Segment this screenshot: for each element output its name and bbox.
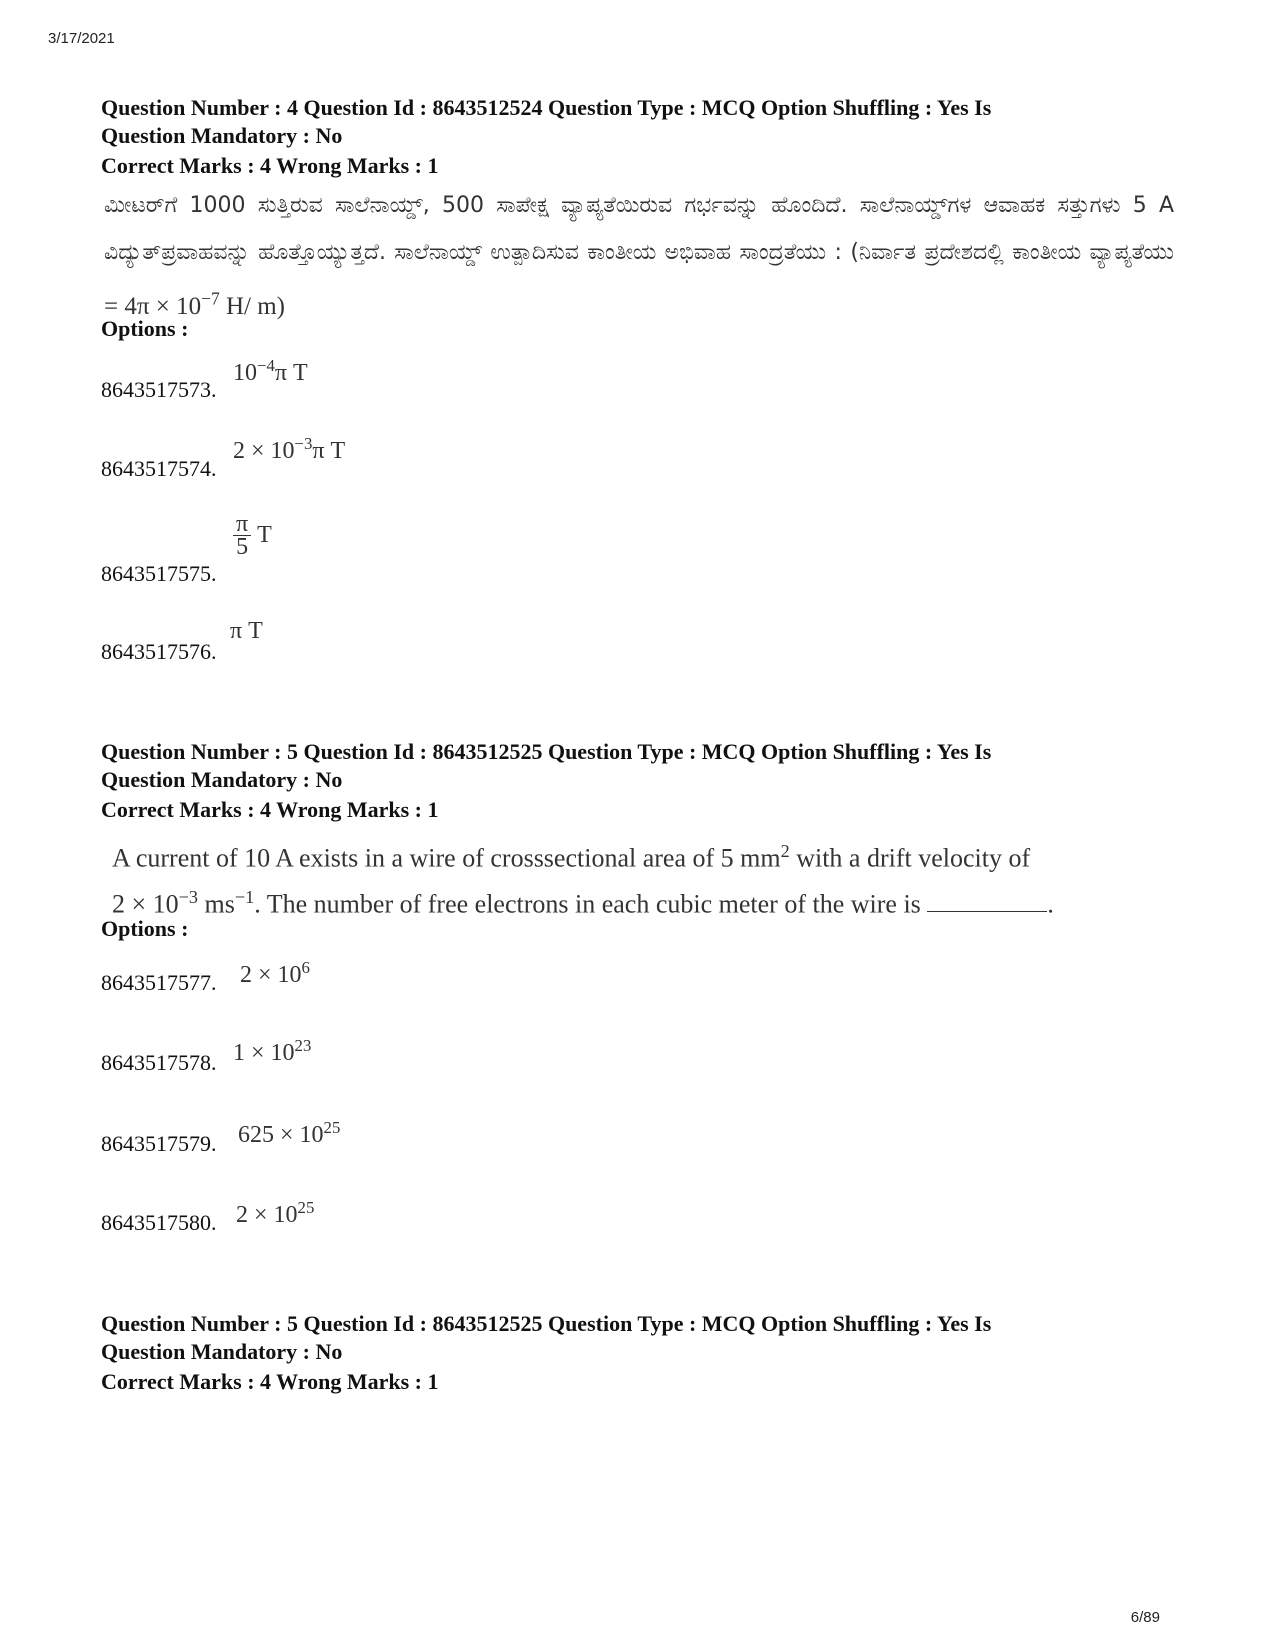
- print-date: 3/17/2021: [48, 30, 115, 47]
- question-5-option-3-id: 8643517579.: [101, 1131, 217, 1156]
- question-5-option-1-value: $2 \times 10^6$: [240, 958, 310, 988]
- question-4-option-2-value: $2 \times 10^{-3}\pi$ T: [233, 434, 346, 464]
- question-5-option-3-value: $625 \times 10^{25}$: [238, 1118, 341, 1148]
- page-number: 6/89: [1130, 1609, 1160, 1626]
- question-5-option-1-id: 8643517577.: [101, 970, 217, 995]
- question-4-option-3-value: $\frac{\pi}{5}$ T: [233, 513, 272, 558]
- question-5-text-line1: A current of 10 A exists in a wire of crosssectional area of 5 $mm^2$ with a drift velocity of: [112, 841, 1031, 873]
- question-4-option-4-value: π T: [230, 618, 263, 644]
- question-5-option-4-value: $2 \times 10^{25}$: [236, 1198, 315, 1228]
- question-5-repeat-marks: Correct Marks : 4 Wrong Marks : 1: [101, 1369, 439, 1394]
- question-4-option-1-value: $10^{-4}\pi$ T: [233, 356, 308, 386]
- question-5-marks: Correct Marks : 4 Wrong Marks : 1: [101, 797, 439, 822]
- question-5-option-2-id: 8643517578.: [101, 1050, 217, 1075]
- question-4-option-1-id: 8643517573.: [101, 377, 217, 402]
- question-4-text-kannada: ಮೀಟರ್‌ಗೆ 1000 ಸುತ್ತಿರುವ ಸಾಲೆನಾಯ್ಡ್, 500 ಸಾಪೇಕ್ಷ ವ್ಯಾಪ್ಯತೆಯಿರುವ ಗರ್ಭವನ್ನು ಹೊಂದಿದೆ. ಸಾಲೆನಾಯ್ಡ್‌ಗಳ ಆವಾಹಕ ಸತ್ತುಗಳು 5 A ವಿದ್ಯುತ್‌ಪ್ರವಾಹವನ್ನು ಹೊತ್ತೊಯ್ಯುತ್ತದೆ. ಸಾಲೆನಾಯ್ಡ್ ಉತ್ಪಾದಿಸುವ ಕಾಂತೀಯ ಅಭಿವಾಹ ಸಾಂದ್ರತೆಯು : (ನಿರ್ವಾತ ಪ್ರದೇಶದಲ್ಲಿ ಕಾಂತೀಯ ವ್ಯಾಪ್ಯತೆಯು: [104, 193, 1174, 265]
- question-5-header-line1: Question Number : 5 Question Id : 8643512525 Question Type : MCQ Option Shuffling : Yes Is: [101, 739, 992, 764]
- question-4-marks: Correct Marks : 4 Wrong Marks : 1: [101, 153, 439, 178]
- question-4-options-label: Options :: [101, 316, 189, 341]
- question-5-options-label: Options :: [101, 916, 189, 941]
- answer-blank: [927, 891, 1047, 912]
- question-5-text-line2: $2 \times 10^{-3}$ $ms^{-1}$. The number of free electrons in each cubic meter of the wire is .: [112, 886, 1054, 919]
- question-5-repeat-header-line1: Question Number : 5 Question Id : 8643512525 Question Type : MCQ Option Shuffling : Yes Is: [101, 1311, 992, 1336]
- question-5-text: [112, 832, 1182, 923]
- question-5-header: [101, 738, 1161, 794]
- question-4-option-4-id: 8643517576.: [101, 639, 217, 664]
- fraction: $\frac{\pi}{5}$: [233, 513, 251, 558]
- question-4-header-line1: Question Number : 4 Question Id : 8643512524 Question Type : MCQ Option Shuffling : Yes Is: [101, 95, 992, 120]
- question-4-option-3-id: 8643517575.: [101, 561, 217, 586]
- question-4-permeability-formula: = $4\pi \times 10^{-7}$ H/ m): [104, 289, 285, 321]
- question-4-header-line2: Question Mandatory : No: [101, 123, 343, 148]
- question-5-option-4-id: 8643517580.: [101, 1210, 217, 1235]
- question-4-text: [104, 182, 1174, 331]
- question-4-option-2-id: 8643517574.: [101, 456, 217, 481]
- question-5-header-line2: Question Mandatory : No: [101, 767, 343, 792]
- question-5-repeat-header: [101, 1310, 1161, 1366]
- question-5-repeat-header-line2: Question Mandatory : No: [101, 1339, 343, 1364]
- question-5-option-2-value: $1 \times 10^{23}$: [233, 1036, 312, 1066]
- question-4-header: [101, 94, 1161, 150]
